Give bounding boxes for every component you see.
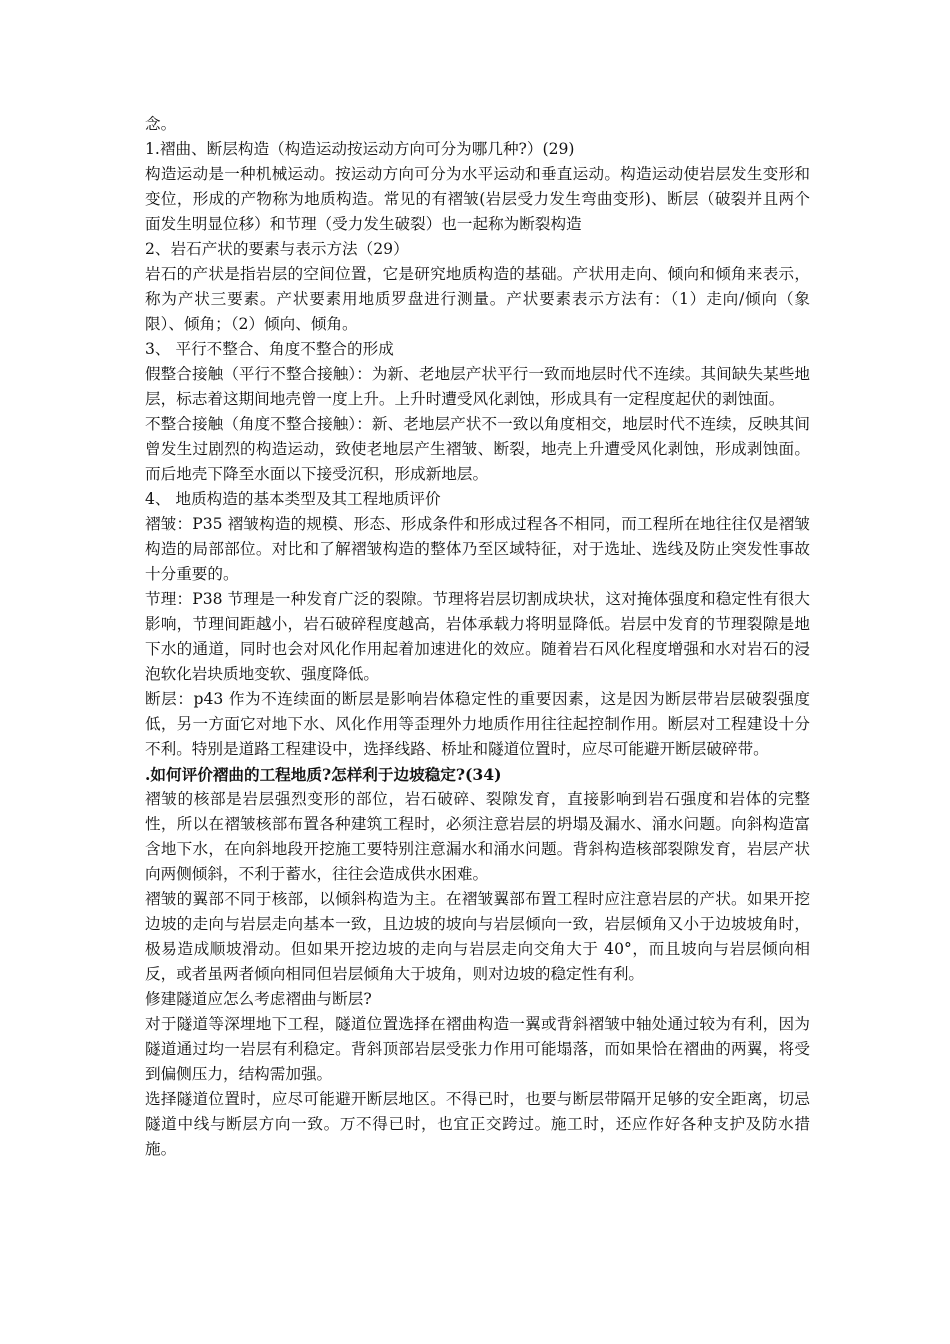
paragraph-fold: 褶皱：P35 褶皱构造的规模、形态、形成条件和形成过程各不相同，而工程所在地往往仅是褶皱构造的局部部位。对比和了解褶皱构造的整体乃至区域特征，对于选址、选线及防止突发性事故十分重要的。 bbox=[145, 515, 810, 583]
paragraph-fold-core: 褶皱的核部是岩层强烈变形的部位，岩石破碎、裂隙发育，直接影响到岩石强度和岩体的完整性，所以在褶皱核部布置各种建筑工程时，必须注意岩层的坍塌及漏水、涌水问题。向斜构造富含地下水，在向斜地段开挖施工要特别注意漏水和涌水问题。背斜构造核部裂隙发育，岩层产状向两侧倾斜，不利于蓄水，往往会造成供水困难。 bbox=[145, 790, 810, 883]
paragraph-fault: 断层：p43 作为不连续面的断层是影响岩体稳定性的重要因素，这是因为断层带岩层破裂强度低，另一方面它对地下水、风化作用等歪理外力地质作用往往起控制作用。断层对工程建设十分不利。特别是道路工程建设中，选择线路、桥址和隧道位置时，应尽可能避开断层破碎带。 bbox=[145, 690, 810, 758]
paragraph-parallel-unconformity: 假整合接触（平行不整合接触）：为新、老地层产状平行一致而地层时代不连续。其间缺失某些地层，标志着这期间地壳曾一度上升。上升时遭受风化剥蚀，形成具有一定程度起伏的剥蚀面。 bbox=[145, 365, 810, 408]
section-heading-structure-types: 4、 地质构造的基本类型及其工程地质评价 bbox=[145, 490, 441, 508]
paragraph-tunnel-fold: 对于隧道等深埋地下工程，隧道位置选择在褶曲构造一翼或背斜褶皱中轴处通过较为有利，因为隧道通过均一岩层有利稳定。背斜顶部岩层受张力作用可能塌落，而如果恰在褶曲的两翼，将受到偏侧压力，结构需加强。 bbox=[145, 1015, 810, 1083]
paragraph-rock-attitude: 岩石的产状是指岩层的空间位置，它是研究地质构造的基础。产状用走向、倾向和倾角来表示，称为产状三要素。产状要素用地质罗盘进行测量。产状要素表示方法有：（1）走向/倾向（象限）、倾角；（2）倾向、倾角。 bbox=[145, 265, 810, 333]
text-line-fragment: 念。 bbox=[145, 115, 177, 133]
paragraph-joint: 节理：P38 节理是一种发育广泛的裂隙。节理将岩层切割成块状，这对掩体强度和稳定性有很大影响，节理间距越小，岩石破碎程度越高，岩体承载力将明显降低。岩层中发育的节理裂隙是地下水的通道，同时也会对风化作用起着加速进化的效应。随着岩石风化程度增强和水对岩石的浸泡软化岩块质地变软、强度降低。 bbox=[145, 590, 810, 683]
paragraph-tectonic-movement: 构造运动是一种机械运动。按运动方向可分为水平运动和垂直运动。构造运动使岩层发生变形和变位，形成的产物称为地质构造。常见的有褶皱(岩层受力发生弯曲变形)、断层（破裂并且两个面发生明显位移）和节理（受力发生破裂）也一起称为断裂构造 bbox=[145, 165, 810, 233]
section-heading-fold-evaluation: .如何评价褶曲的工程地质?怎样利于边坡稳定?(34) bbox=[145, 765, 502, 784]
section-heading-rock-attitude: 2、岩石产状的要素与表示方法（29） bbox=[145, 240, 409, 258]
section-heading-unconformity: 3、 平行不整合、角度不整合的形成 bbox=[145, 340, 394, 358]
paragraph-tunnel-fault: 选择隧道位置时，应尽可能避开断层地区。不得已时，也要与断层带隔开足够的安全距离，切忌隧道中线与断层方向一致。万不得已时，也宜正交跨过。施工时，还应作好各种支护及防水措施。 bbox=[145, 1090, 810, 1158]
paragraph-fold-limb: 褶皱的翼部不同于核部，以倾斜构造为主。在褶皱翼部布置工程时应注意岩层的产状。如果开挖边坡的走向与岩层走向基本一致，且边坡的坡向与岩层倾向一致，岩层倾角又小于边坡坡角时，极易造成顺坡滑动。但如果开挖边坡的走向与岩层走向交角大于 40°，而且坡向与岩层倾向相反，或者虽两者倾向相同但岩层倾角大于坡角，则对边坡的稳定性有利。 bbox=[145, 890, 810, 983]
document-page bbox=[145, 112, 810, 1162]
paragraph-angular-unconformity: 不整合接触（角度不整合接触）：新、老地层产状不一致以角度相交，地层时代不连续，反映其间曾发生过剧烈的构造运动，致使老地层产生褶皱、断裂，地壳上升遭受风化剥蚀，形成剥蚀面。而后地壳下降至水面以下接受沉积，形成新地层。 bbox=[145, 415, 810, 483]
section-heading-fold-fault: 1.褶曲、断层构造（构造运动按运动方向可分为哪几种?）(29) bbox=[145, 140, 575, 158]
section-heading-tunnel: 修建隧道应怎么考虑褶曲与断层? bbox=[145, 990, 372, 1008]
